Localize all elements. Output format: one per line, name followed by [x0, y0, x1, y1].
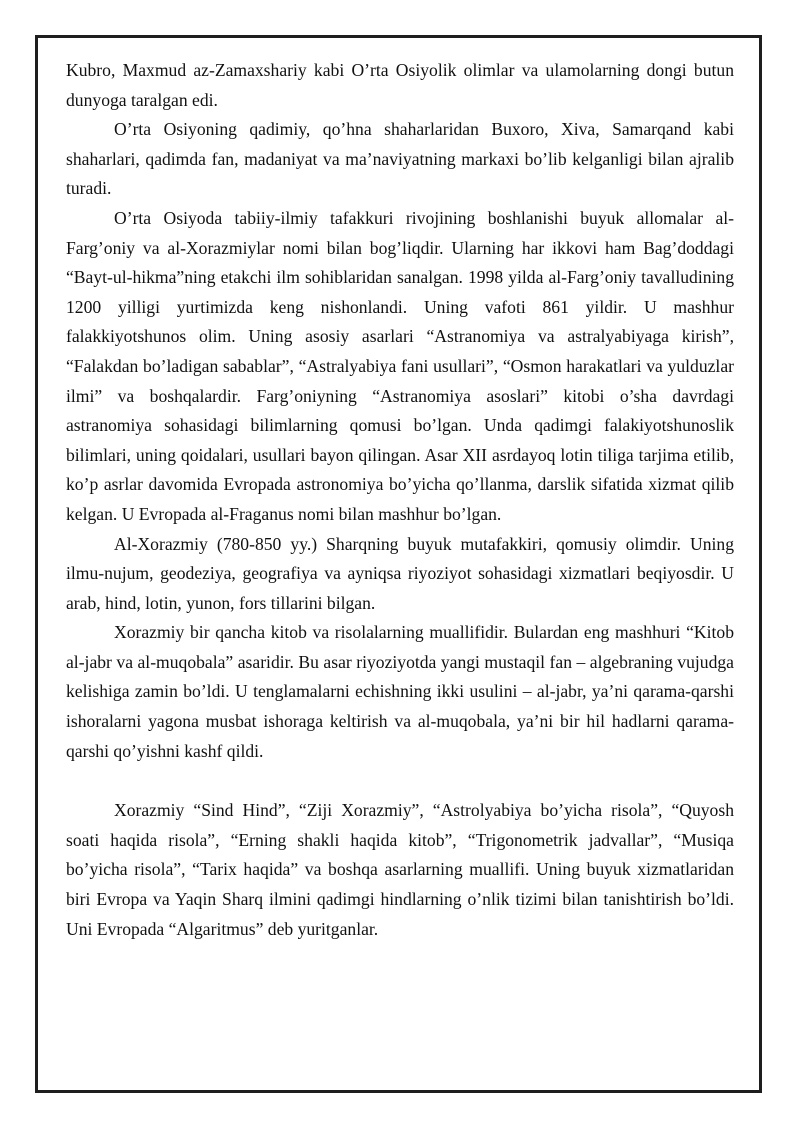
paragraph-5: Xorazmiy bir qancha kitob va risolalarning muallifidir. Bulardan eng mashhuri “Kitob al-jabr va al-muqobala” asaridir. Bu asar riyoziyotda yangi mustaqil fan – algebraning vujudga kelishiga zamin bo’ldi. U tenglamalarni echishning ikki usulini – al-jabr, ya’ni qarama-qarshi ishoralarni yagona musbat ishoraga keltirish va al-muqobala, ya’ni bir hil hadlarni qarama-qarshi qo’yishni kashf qildi. — [66, 622, 734, 761]
paragraph-1: Kubro, Maxmud az-Zamaxshariy kabi O’rta Osiyolik olimlar va ulamolarning dongi butun dunyoga taralgan edi. — [66, 60, 734, 110]
paragraph-6: Xorazmiy “Sind Hind”, “Ziji Xorazmiy”, “Astrolyabiya bo’yicha risola”, “Quyosh soati haqida risola”, “Erning shakli haqida kitob”, “Trigonometrik jadvallar”, “Musiqa bo’yicha risola”, “Tarix haqida” va boshqa asarlarning muallifi. Uning buyuk xizmatlaridan biri Evropa va Yaqin Sharq ilmini qadimgi hindlarning o’nlik tizimi bilan tanishtirish bo’ldi. Uni Evropada “Algaritmus” deb yuritganlar. — [66, 800, 734, 939]
paragraph-4: Al-Xorazmiy (780-850 yy.) Sharqning buyuk mutafakkiri, qomusiy olimdir. Uning ilmu-nujum, geodeziya, geografiya va ayniqsa riyoziyot sohasidagi xizmatlari beqiyosdir. U arab, hind, lotin, yunon, fors tillarini bilgan. — [66, 533, 734, 613]
paragraph-2: O’rta Osiyoning qadimiy, qo’hna shaharlaridan Buxoro, Xiva, Samarqand kabi shaharlari, qadimda fan, madaniyat va ma’naviyatning markaxi bo’lib kelganligi bilan ajralib turadi. — [66, 119, 734, 199]
paragraph-3: O’rta Osiyoda tabiiy-ilmiy tafakkuri rivojining boshlanishi buyuk allomalar al-Farg’oniy va al-Xorazmiylar nomi bilan bog’liqdir. Ularning har ikkovi ham Bag’doddagi “Bayt-ul-hikma”ning etakchi ilm sohiblaridan sanalgan. 1998 yilda al-Farg’oniy tavalludining 1200 yilligi yurtimizda keng nishonlandi. Uning vafoti 861 yildir. U mashhur falakkiyotshunos olim. Uning asosiy asarlari “Astranomiya va astralyabiyaga kirish”, “Falakdan bo’ladigan sabablar”, “Astralyabiya fani usullari”, “Osmon harakatlari va yulduzlar ilmi” va boshqalardir. Farg’oniyning “Astranomiya asoslari” kitobi o’sha davrdagi astranomiya sohasidagi bilimlarning qomusi bo’lgan. Unda qadimgi falakiyotshunoslik bilimlari, uning qoidalari, usullari bayon qilingan. Asar XII asrdayoq lotin tiliga tarjima etilib, ko’p asrlar davomida Evropada astronomiya bo’yicha qo’llanma, darslik sifatida xizmat qilib kelgan. U Evropada al-Fraganus nomi bilan mashhur bo’lgan. — [66, 207, 734, 524]
paragraph-gap — [66, 766, 734, 796]
document-body — [66, 56, 734, 944]
